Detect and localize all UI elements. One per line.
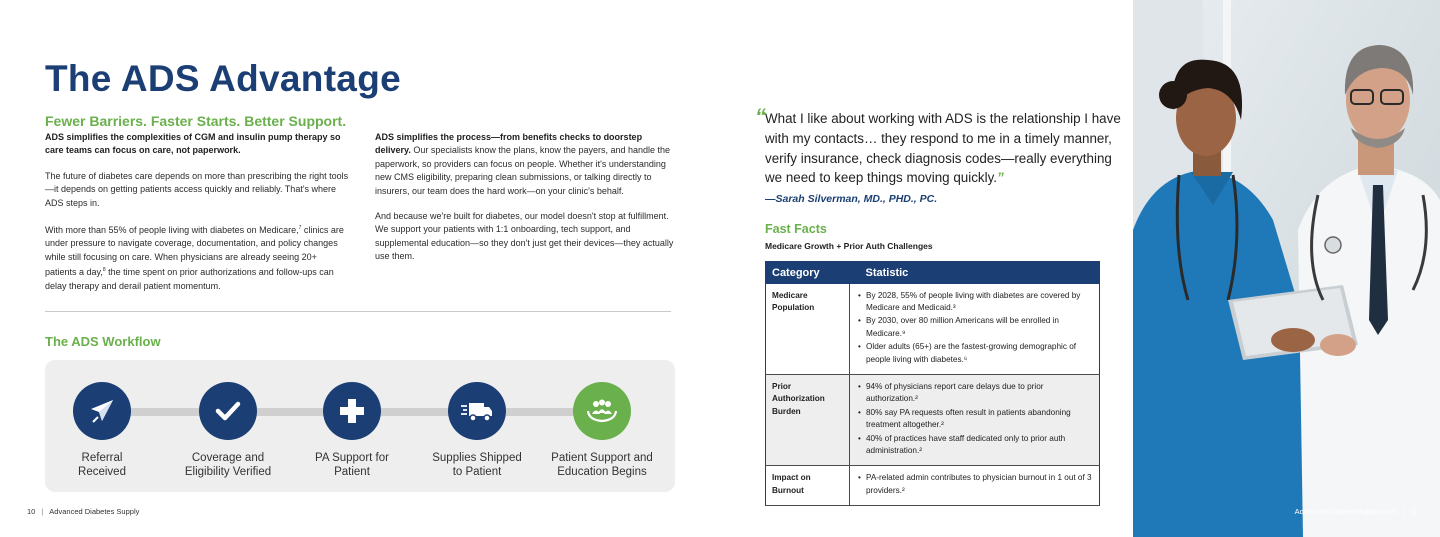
page-number: 11 — [1410, 507, 1418, 516]
footer-right: AdvancedDiabetesSupply.com | 11 — [1294, 507, 1418, 516]
stat-item: • By 2028, 55% of people living with diabetes are covered by Medicare and Medicaid.³ — [856, 290, 1093, 315]
checkmark-icon — [199, 382, 257, 440]
quote-open-mark: “ — [755, 104, 766, 129]
left-column — [45, 131, 350, 305]
left-paragraph-2: With more than 55% of people living with diabetes on Medicare,$^7$ clinics are under pressure to navigate coverage, documentation, and policy changes while still focusing on care. When physicians are already seeing 20+ patients a day,$^8$ the time spent on prior authorizations and follow-ups can delay therapy and derail patient momentum. — [45, 225, 344, 291]
workflow-panel — [45, 360, 675, 492]
page-subtitle: Fewer Barriers. Faster Starts. Better Support. — [45, 113, 347, 129]
paper-plane-icon — [73, 382, 131, 440]
workflow-step-label: Referral Received — [78, 452, 126, 478]
left-paragraph-1: The future of diabetes care depends on more than prescribing the right tools—it depends on getting patients access quickly and reliably. That's where ADS steps in. — [45, 170, 349, 208]
fast-facts-subtitle: Medicare Growth + Prior Auth Challenges — [765, 241, 933, 251]
workflow-step-label: PA Support for Patient — [315, 452, 389, 478]
workflow-title: The ADS Workflow — [45, 334, 161, 349]
medical-cross-icon — [323, 382, 381, 440]
table-cell-category: Impact on Burnout — [766, 466, 850, 506]
workflow-step-label: Supplies Shipped to Patient — [432, 452, 522, 478]
workflow-step-coverage — [168, 382, 288, 479]
table-header-category: Category — [766, 262, 850, 284]
table-row — [766, 284, 1100, 375]
stat-item: • By 2030, over 80 million Americans will be enrolled in Medicare.⁹ — [856, 315, 1093, 340]
quote-attribution: —Sarah Silverman, MD., PHD., PC. — [765, 193, 938, 205]
table-cell-stats — [850, 374, 1100, 465]
fast-facts-table — [765, 261, 1100, 506]
table-cell-category: Medicare Population — [766, 284, 850, 375]
table-row — [766, 374, 1100, 465]
workflow-step-label: Coverage and Eligibility Verified — [184, 452, 272, 478]
table-row — [766, 466, 1100, 506]
footer-website-link[interactable]: AdvancedDiabetesSupply.com — [1294, 507, 1397, 516]
page-number: 10 — [27, 507, 36, 516]
workflow-step-label: Patient Support and Education Begins — [551, 452, 653, 478]
middle-column — [375, 131, 675, 276]
table-header-statistic: Statistic — [850, 262, 1100, 284]
mid-paragraph-1: ADS simplifies the process—from benefits checks to doorstep delivery. Our specialists know the plans, know the payers, and handle the paperwork, so providers can focus on people. Whether it's understanding new CMS eligibility, preparing clean submissions, or talking directly to insurers, our team does the hard work—on your clinic's behalf. — [375, 132, 671, 196]
doctors-photo — [1133, 0, 1440, 537]
stat-item: • 94% of physicians report care delays due to prior authorization.² — [856, 381, 1093, 406]
footer-brand: Advanced Diabetes Supply — [49, 507, 140, 516]
footer-left: 10 | Advanced Diabetes Supply — [27, 507, 140, 516]
testimonial-quote: What I like about working with ADS is the relationship I have with my contacts… they respond to me in a timely manner, verify insurance, check diagnosis codes—really everything we need to keep things moving quickly.” — [765, 111, 1121, 186]
table-cell-category: Prior Authorization Burden — [766, 374, 850, 465]
table-cell-stats — [850, 466, 1100, 506]
page-title: The ADS Advantage — [45, 58, 401, 99]
workflow-step-referral — [42, 382, 162, 479]
fast-facts-title: Fast Facts — [765, 222, 827, 236]
stat-item: • 40% of practices have staff dedicated only to prior auth administration.² — [856, 433, 1093, 458]
group-support-icon — [573, 382, 631, 440]
table-cell-stats — [850, 284, 1100, 375]
delivery-truck-icon — [448, 382, 506, 440]
workflow-step-education — [542, 382, 662, 479]
workflow-step-pa-support — [292, 382, 412, 479]
workflow-step-shipped — [417, 382, 537, 479]
stat-item: • 80% say PA requests often result in patients abandoning treatment altogether.² — [856, 407, 1093, 432]
stat-item: • Older adults (65+) are the fastest-growing demographic of people living with diabetes.⁶ — [856, 341, 1093, 366]
stat-item: • PA-related admin contributes to physician burnout in 1 out of 3 providers.² — [856, 472, 1093, 497]
section-divider — [45, 311, 671, 312]
left-lead-paragraph: ADS simplifies the complexities of CGM and insulin pump therapy so care teams can focus on care, not paperwork. — [45, 132, 341, 156]
mid-paragraph-2: And because we're built for diabetes, our model doesn't stop at fulfillment. We support your patients with 1:1 onboarding, tech support, and supplemental education—so they don't just get their devices—they actually use them. — [375, 211, 674, 262]
